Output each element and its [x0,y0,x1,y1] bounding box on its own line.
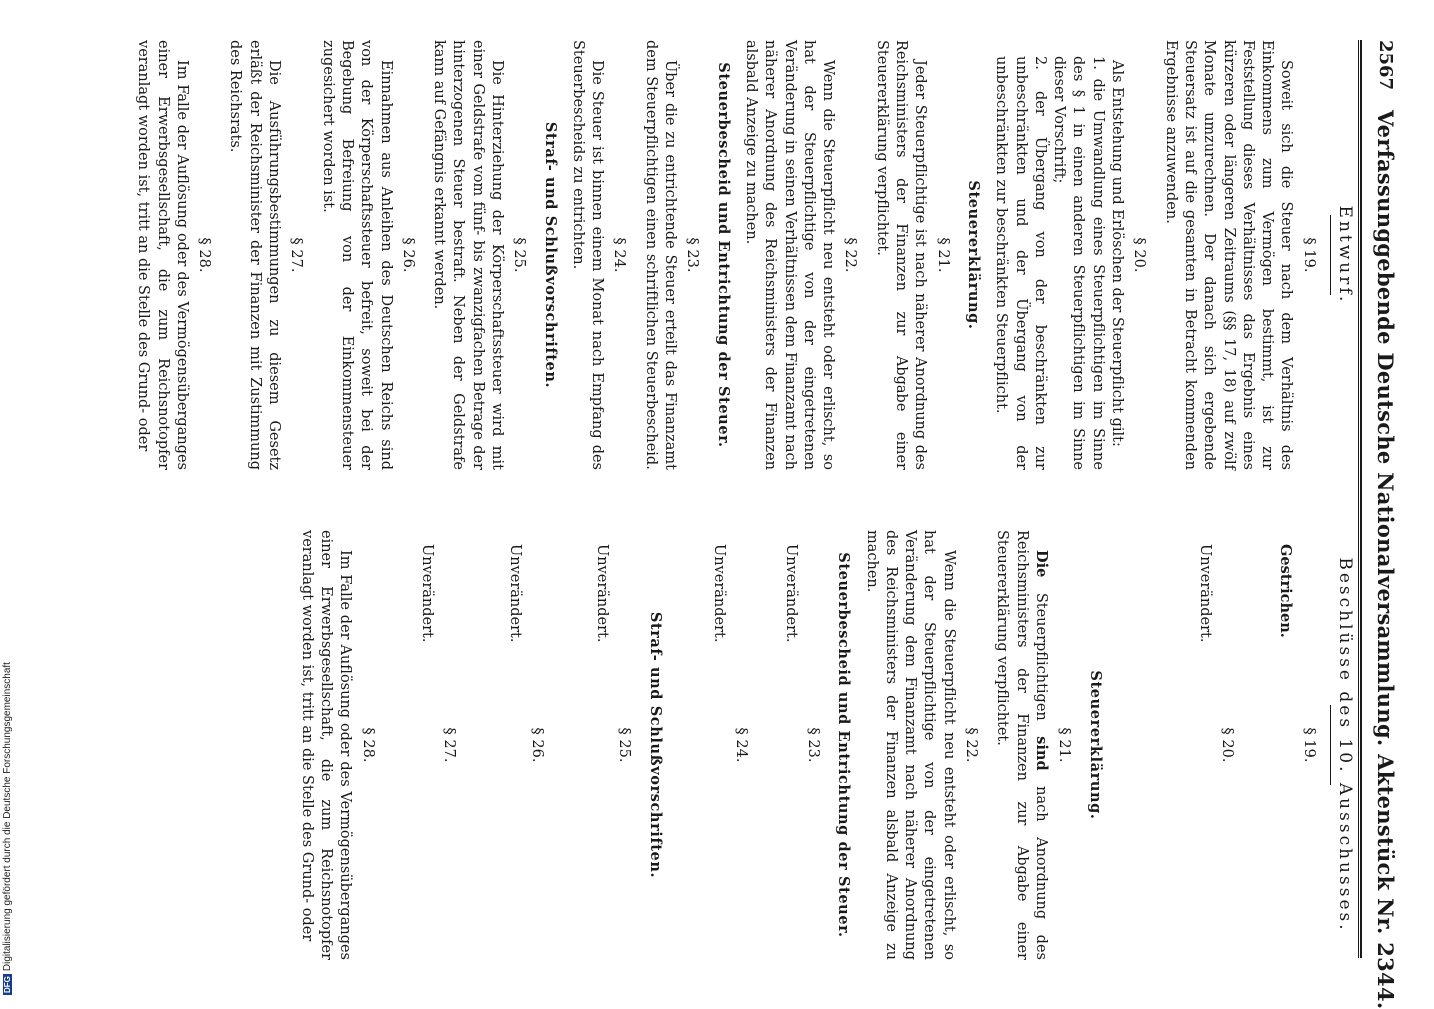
section-text: Jeder Steuerpflichtige ist nach näherer Anordnung des Reichsministers der Finanzen zur Abgabe einer Steuererklärung verpflichtet. [873,40,929,470]
text-run: Steuerpflichtigen [1032,577,1049,737]
heading: Steuerbescheid und Entrichtung der Steuer. [714,62,732,448]
section-number: § 19. [1300,727,1317,763]
section-number: § 22. [963,727,980,763]
section-text: Wenn die Steuerpflicht neu entsteht oder erlischt, so hat der Steuerpflichtige von der eingetretenen Veränderung dem Finanzamt nach näherer Anordnung des Reichsministers der Finanzen alsbald Anzeige zu machen. [863,530,957,960]
section-number: § 23. [684,237,701,273]
column-committee-decisions [297,530,1355,960]
emphasis-text: sind [1032,736,1050,771]
column-title-rule [1330,705,1331,785]
section-number: § 24. [611,237,628,273]
text-run: nach Anordnung des Reichsministers der Finanzen zur Abgabe einer Steuererklärung verpflichtet. [994,530,1049,960]
section-text: Unverändert. [594,544,611,643]
section-number: § 20. [1219,727,1236,763]
section-text: Im Falle der Auflösung oder des Vermögensüberganges einer Erwerbsgesellschaft, die zum Reichsnotopfer veranlagt worden ist, tritt an die Stelle des Grund- oder [135,40,190,470]
section-text: Die Steuer ist binnen einem Monat nach Empfang des Steuerbescheids zu entrichten. [569,40,606,470]
section-number: § 26. [399,237,416,273]
section-text: Unverändert. [418,544,435,643]
page-number: 2567 [1375,40,1396,91]
header-rule [1360,40,1362,958]
section-text: Soweit sich die Steuer nach dem Verhältnis des Einkommens zum Vermögen bestimmt, ist zur Feststellung dieses Verhältnisses das Ergebnis eines kürzeren oder längeren Zeitraums (§§ 17, 18) auf zwölf Monate umzurechnen. Der danach sich ergebende Steuersatz ist auf die gesamten in Betracht kommenden Ergebnisse anzuwenden. [1162,40,1295,470]
section-number: § 20. [1131,237,1148,273]
heading: Steuerbescheid und Entrichtung der Steuer. [835,552,853,938]
list-item: 1. die Umwandlung eines Steuerpflichtigen im Sinne des § 1 in einen anderen Steuerpflichtigen im Sinne dieser Vorschrift; [1051,56,1106,470]
section-text: Gestrichen. [1277,544,1295,638]
section-number: § 19. [1300,237,1317,273]
section-text [992,530,1051,960]
header-rule-thin [1358,40,1359,958]
section-text: Unverändert. [1196,544,1213,643]
section-text: Die Hinterziehung der Körperschaftssteuer wird mit einer Geldstrafe vom fünf- bis zwanzigfachen Betrage der hinterzogenen Steuer bestraft. Neben der Geldstrafe kann auf Gefängnis erkannt werden. [431,40,506,470]
section-number: § 27. [441,727,458,763]
section-number: § 24. [733,727,750,763]
section-text: Unverändert. [782,544,799,643]
section-number: § 28. [196,237,213,273]
column-title: Entwurf. [1335,205,1355,305]
section-text: Wenn die Steuerpflicht neu entsteht oder erlischt, so hat der Steuerpflichtige von der eingetretenen Veränderung in seinen Verhältnissen dem Finanzamt nach näherer Anordnung des Reichsministers der Finanzen alsbald Anzeige zu machen. [742,40,837,470]
section-number: § 27. [288,237,305,273]
section-number: § 22. [842,237,859,273]
heading: Straf- und Schlußvorschriften. [646,611,664,879]
footer-text [2,662,13,995]
section-text: Einnahmen aus Anleihen des Deutschen Reichs sind von der Körperschaftssteuer befreit, soweit bei der Begebung Befreiung von der Einkommensteuer zugesichert worden ist. [319,40,394,470]
section-text: Als Entstehung und Erlöschen der Steuerpflicht gilt: [1109,60,1126,447]
dfg-logo: DFG [3,976,12,993]
digitization-footer [0,0,20,1000]
section-number: § 26. [528,727,545,763]
section-text: Im Falle der Auflösung oder des Vermögensüberganges einer Erwerbsgesellschaft, die zum Reichsnotopfer veranlagt worden ist, tritt an die Stelle des Grund- oder [298,530,354,960]
section-text: Unverändert. [506,544,523,643]
section-number: § 25. [616,727,633,763]
section-number: § 21. [1056,727,1073,763]
footer-credit: Digitalisierung gefördert durch die Deutsche Forschungsgemeinschaft [2,662,13,972]
heading: Steuererklärung. [1086,670,1104,820]
column-draft [133,40,1354,470]
section-text: Die Ausführungsbestimmungen zu diesem Gesetz erläßt der Reichsminister der Finanzen mit Zustimmung des Reichsrats. [227,40,283,470]
section-number: § 25. [511,237,528,273]
emphasis-text: Die [1032,550,1050,578]
column-title: Beschlüsse des 10. Ausschusses. [1335,557,1355,933]
column-title-rule [1330,215,1331,295]
section-text: Über die zu entrichtende Steuer erteilt das Finanzamt dem Steuerpflichtigen einen schriftlichen Steuerbescheid. [642,40,679,470]
section-text: Unverändert. [711,544,728,643]
page-header [1368,40,1398,1009]
heading: Steuererklärung. [964,180,982,330]
header-title: Verfassunggebende Deutsche Nationalversammlung. Aktenstück Nr. 2344. [1373,110,1398,1009]
section-number: § 23. [804,727,821,763]
list-item: 2. der Übergang von der beschränkten zur unbeschränkten und der Übergang von der unbeschränkten zur beschränkten Steuerpflicht. [993,56,1048,470]
heading: Straf- und Schlußvorschriften. [541,121,559,389]
section-number: § 21. [934,237,951,273]
section-number: § 28. [359,727,376,763]
